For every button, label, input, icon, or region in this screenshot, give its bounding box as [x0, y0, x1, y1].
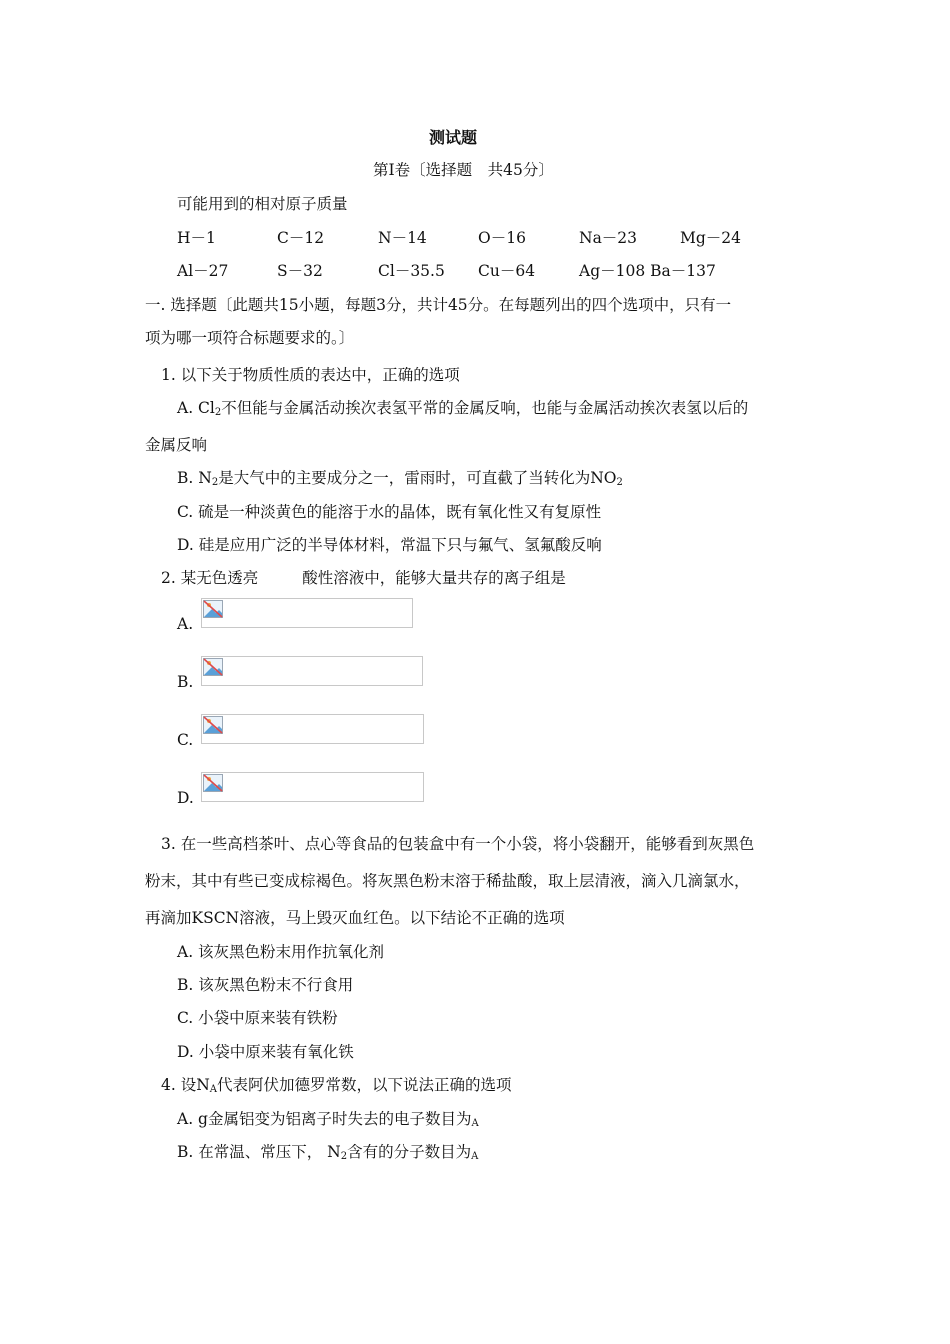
q4-option-b: B. 在常温、常压下， $N_2$含有的分子数目为$_A$ — [177, 1143, 479, 1162]
q1-option-d: D. 硅是应用广泛的半导体材料，常温下只与氟气、氢氟酸反响 — [177, 536, 602, 554]
part1-instructions-line1: 一. 选择题〔此题共15小题，每题3分，共计45分。在每题列出的四个选项中，只有一 — [145, 296, 732, 314]
mass-item: O－16 — [478, 229, 526, 247]
mass-item: N－14 — [378, 229, 427, 247]
q2-option-b-label: B. — [177, 673, 194, 691]
broken-image-icon — [203, 774, 223, 792]
mass-item: Al－27 — [177, 262, 229, 280]
broken-image-icon — [203, 658, 223, 676]
section-heading: 第Ⅰ卷〔选择题 共45分〕 — [373, 161, 554, 179]
q1-option-b: B. $N_2$是大气中的主要成分之一，雷雨时，可直截了当转化为$NO_2$ — [177, 469, 623, 488]
q1-option-c: C. 硫是一种淡黄色的能溶于水的晶体，既有氧化性又有复原性 — [177, 503, 602, 521]
q2-stem: 2. 某无色透亮 酸性溶液中，能够大量共存的离子组是 — [161, 569, 566, 587]
q2-option-c-image — [201, 714, 424, 744]
q1-option-a: A. $Cl_2$不但能与金属活动挨次表氢平常的金属反响，也能与金属活动挨次表氢以后的 — [177, 399, 749, 418]
q3-option-b: B. 该灰黑色粉末不行食用 — [177, 976, 354, 994]
q3-stem-line2: 粉末，其中有些已变成棕褐色。将灰黑色粉末溶于稀盐酸，取上层清液，滴入几滴氯水， — [145, 872, 750, 890]
q3-option-d: D. 小袋中原来装有氧化铁 — [177, 1043, 354, 1061]
q2-option-d-image — [201, 772, 424, 802]
broken-image-icon — [203, 600, 223, 618]
q2-option-a-image — [201, 598, 413, 628]
doc-title: 测试题 — [429, 128, 478, 147]
mass-item: Ag－108 Ba－137 — [579, 262, 716, 280]
q4-option-a: A. g金属铝变为铝离子时失去的电子数目为$_A$ — [177, 1110, 479, 1129]
q3-stem-line1: 3. 在一些高档茶叶、点心等食品的包装盒中有一个小袋，将小袋翻开，能够看到灰黑色 — [161, 835, 755, 853]
mass-item: H－1 — [177, 229, 216, 247]
part1-instructions-line2: 项为哪一项符合标题要求的。〕 — [145, 329, 355, 347]
q2-option-b-image — [201, 656, 423, 686]
mass-item: Mg－24 — [680, 229, 742, 247]
q2-option-a-label: A. — [177, 615, 194, 633]
q3-stem-line3: 再滴加KSCN溶液，马上毁灭血红色。以下结论不正确的选项 — [145, 909, 565, 927]
q1-option-a-continued: 金属反响 — [145, 436, 208, 454]
mass-item: Na－23 — [579, 229, 638, 247]
q3-option-a: A. 该灰黑色粉末用作抗氧化剂 — [177, 943, 385, 961]
broken-image-icon — [203, 716, 223, 734]
q3-option-c: C. 小袋中原来装有铁粉 — [177, 1009, 338, 1027]
mass-intro: 可能用到的相对原子质量 — [177, 195, 348, 213]
mass-item: Cu－64 — [478, 262, 536, 280]
q1-stem: 1. 以下关于物质性质的表达中，正确的选项 — [161, 366, 460, 384]
q4-stem: 4. 设$N_A$代表阿伏加德罗常数，以下说法正确的选项 — [161, 1076, 512, 1095]
q2-option-c-label: C. — [177, 731, 194, 749]
mass-item: S－32 — [277, 262, 323, 280]
mass-item: C－12 — [277, 229, 325, 247]
mass-item: Cl－35.5 — [378, 262, 445, 280]
q2-option-d-label: D. — [177, 789, 194, 807]
